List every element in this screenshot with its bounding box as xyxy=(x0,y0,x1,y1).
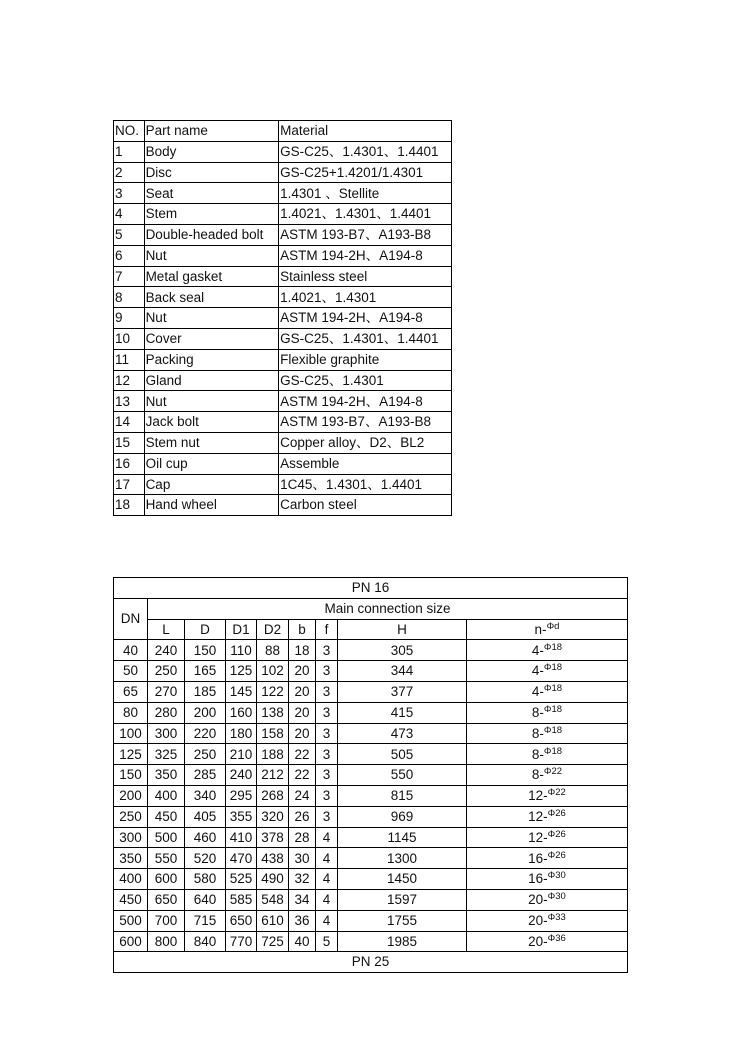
part-material-cell: GS-C25、1.4301 xyxy=(279,370,452,391)
part-no-cell: 14 xyxy=(114,412,145,433)
cell-d: 200 xyxy=(185,702,226,723)
cell-f: 4 xyxy=(316,889,338,910)
dimensions-table xyxy=(113,577,628,973)
bolt-count: 20- xyxy=(528,912,548,928)
cell-dn: 300 xyxy=(114,827,148,848)
table-row xyxy=(114,245,452,266)
part-material-cell: 1C45、1.4301、1.4401 xyxy=(279,474,452,495)
table-row xyxy=(114,744,628,765)
cell-l: 450 xyxy=(148,806,185,827)
cell-bolts xyxy=(467,723,628,744)
cell-b: 36 xyxy=(289,910,316,931)
table-row xyxy=(114,806,628,827)
part-name-cell: Oil cup xyxy=(144,453,279,474)
cell-l: 280 xyxy=(148,702,185,723)
table-row xyxy=(114,141,452,162)
cell-b: 32 xyxy=(289,869,316,890)
dims-title-row xyxy=(114,578,628,599)
cell-f: 3 xyxy=(316,640,338,661)
cell-d1: 160 xyxy=(226,702,257,723)
cell-d: 185 xyxy=(185,681,226,702)
cell-bolts xyxy=(467,661,628,682)
cell-l: 500 xyxy=(148,827,185,848)
bolt-diameter: Φ18 xyxy=(543,662,563,674)
part-no-cell: 15 xyxy=(114,432,145,453)
part-material-cell: Stainless steel xyxy=(279,266,452,287)
part-material-cell: Copper alloy、D2、BL2 xyxy=(279,432,452,453)
col-header-H: H xyxy=(338,619,467,640)
cell-b: 28 xyxy=(289,827,316,848)
cell-dn: 250 xyxy=(114,806,148,827)
cell-h: 1450 xyxy=(338,869,467,890)
bolt-diameter: Φ18 xyxy=(543,745,563,757)
table-row xyxy=(114,785,628,806)
bolt-header-sup: Φd xyxy=(546,620,560,632)
cell-d1: 585 xyxy=(226,889,257,910)
bolt-diameter: Φ26 xyxy=(547,828,566,840)
table-row xyxy=(114,681,628,702)
cell-bolts xyxy=(467,827,628,848)
cell-d1: 355 xyxy=(226,806,257,827)
part-no-cell: 3 xyxy=(114,183,145,204)
bolt-count: 20- xyxy=(528,933,548,949)
cell-d: 840 xyxy=(185,931,226,952)
cell-bolts xyxy=(467,869,628,890)
cell-d2: 725 xyxy=(257,931,289,952)
cell-d: 165 xyxy=(185,661,226,682)
cell-d2: 610 xyxy=(257,910,289,931)
cell-dn: 450 xyxy=(114,889,148,910)
bolt-header-prefix: n- xyxy=(534,621,547,637)
part-no-cell: 11 xyxy=(114,349,145,370)
cell-d2: 212 xyxy=(257,765,289,786)
cell-d: 150 xyxy=(185,640,226,661)
bolt-diameter: Φ18 xyxy=(543,703,563,715)
part-no-cell: 17 xyxy=(114,474,145,495)
cell-h: 1597 xyxy=(338,889,467,910)
cell-d: 405 xyxy=(185,806,226,827)
part-name-cell: Double-headed bolt xyxy=(144,224,279,245)
cell-bolts xyxy=(467,910,628,931)
dimensions-table-body xyxy=(114,578,628,973)
table-row xyxy=(114,370,452,391)
cell-d2: 158 xyxy=(257,723,289,744)
part-material-cell: ASTM 194-2H、A194-8 xyxy=(279,391,452,412)
cell-d1: 470 xyxy=(226,848,257,869)
parts-table xyxy=(113,120,452,516)
cell-d2: 378 xyxy=(257,827,289,848)
dims-title: PN 16 xyxy=(114,578,628,599)
col-header-b: b xyxy=(289,619,316,640)
col-header-D2: D2 xyxy=(257,619,289,640)
cell-b: 24 xyxy=(289,785,316,806)
bolt-count: 8- xyxy=(531,725,544,741)
table-row xyxy=(114,910,628,931)
cell-d: 580 xyxy=(185,869,226,890)
part-name-cell: Packing xyxy=(144,349,279,370)
bolt-diameter: Φ22 xyxy=(543,766,563,778)
part-name-cell: Body xyxy=(144,141,279,162)
bolt-count: 4- xyxy=(531,663,544,679)
table-row xyxy=(114,453,452,474)
table-row xyxy=(114,765,628,786)
col-header-D: D xyxy=(185,619,226,640)
cell-d1: 210 xyxy=(226,744,257,765)
part-no-cell: 18 xyxy=(114,495,145,516)
part-no-cell: 16 xyxy=(114,453,145,474)
cell-h: 1985 xyxy=(338,931,467,952)
cell-l: 650 xyxy=(148,889,185,910)
cell-b: 20 xyxy=(289,723,316,744)
part-name-cell: Back seal xyxy=(144,287,279,308)
bolt-diameter: Φ22 xyxy=(547,787,566,799)
cell-d: 460 xyxy=(185,827,226,848)
cell-bolts xyxy=(467,931,628,952)
cell-d1: 410 xyxy=(226,827,257,848)
cell-d: 250 xyxy=(185,744,226,765)
cell-d2: 188 xyxy=(257,744,289,765)
part-material-cell: Flexible graphite xyxy=(279,349,452,370)
cell-d: 520 xyxy=(185,848,226,869)
cell-f: 3 xyxy=(316,661,338,682)
cell-b: 20 xyxy=(289,681,316,702)
bolt-count: 8- xyxy=(531,704,544,720)
part-no-cell: 1 xyxy=(114,141,145,162)
cell-l: 800 xyxy=(148,931,185,952)
cell-b: 22 xyxy=(289,765,316,786)
part-material-cell: GS-C25+1.4201/1.4301 xyxy=(279,162,452,183)
part-material-cell: Carbon steel xyxy=(279,495,452,516)
cell-d1: 650 xyxy=(226,910,257,931)
part-name-cell: Metal gasket xyxy=(144,266,279,287)
parts-table-body xyxy=(114,121,452,516)
bolt-diameter: Φ30 xyxy=(547,891,566,903)
part-name-cell: Cover xyxy=(144,328,279,349)
part-no-cell: 13 xyxy=(114,391,145,412)
bolt-diameter: Φ26 xyxy=(547,849,566,861)
cell-h: 1300 xyxy=(338,848,467,869)
cell-d2: 320 xyxy=(257,806,289,827)
table-row xyxy=(114,287,452,308)
part-name-cell: Nut xyxy=(144,245,279,266)
cell-bolts xyxy=(467,765,628,786)
part-material-cell: ASTM 194-2H、A194-8 xyxy=(279,308,452,329)
cell-dn: 500 xyxy=(114,910,148,931)
dims-footer: PN 25 xyxy=(114,952,628,973)
table-row xyxy=(114,349,452,370)
cell-l: 270 xyxy=(148,681,185,702)
table-row xyxy=(114,495,452,516)
cell-l: 300 xyxy=(148,723,185,744)
part-no-cell: 8 xyxy=(114,287,145,308)
dims-footer-row xyxy=(114,952,628,973)
cell-l: 700 xyxy=(148,910,185,931)
cell-b: 26 xyxy=(289,806,316,827)
cell-d2: 438 xyxy=(257,848,289,869)
cell-dn: 150 xyxy=(114,765,148,786)
part-material-cell: Assemble xyxy=(279,453,452,474)
part-material-cell: 1.4021、1.4301、1.4401 xyxy=(279,204,452,225)
cell-dn: 400 xyxy=(114,869,148,890)
part-name-cell: Jack bolt xyxy=(144,412,279,433)
cell-f: 3 xyxy=(316,785,338,806)
col-header-bolts xyxy=(467,619,628,640)
part-no-cell: 2 xyxy=(114,162,145,183)
bolt-count: 12- xyxy=(528,788,548,804)
cell-d1: 125 xyxy=(226,661,257,682)
cell-bolts xyxy=(467,785,628,806)
table-row xyxy=(114,162,452,183)
cell-d1: 770 xyxy=(226,931,257,952)
col-header-f: f xyxy=(316,619,338,640)
cell-d1: 180 xyxy=(226,723,257,744)
table-row xyxy=(114,640,628,661)
table-row xyxy=(114,702,628,723)
dims-group-row xyxy=(114,598,628,619)
cell-bolts xyxy=(467,848,628,869)
cell-d: 640 xyxy=(185,889,226,910)
part-material-cell: 1.4021、1.4301 xyxy=(279,287,452,308)
cell-f: 3 xyxy=(316,744,338,765)
part-no-cell: 10 xyxy=(114,328,145,349)
dims-column-header-row xyxy=(114,619,628,640)
cell-d1: 525 xyxy=(226,869,257,890)
cell-bolts xyxy=(467,640,628,661)
table-row xyxy=(114,204,452,225)
cell-f: 3 xyxy=(316,723,338,744)
col-header-D1: D1 xyxy=(226,619,257,640)
bolt-diameter: Φ18 xyxy=(543,683,563,695)
table-row xyxy=(114,328,452,349)
header-part-name: Part name xyxy=(144,121,279,142)
cell-dn: 200 xyxy=(114,785,148,806)
part-name-cell: Stem nut xyxy=(144,432,279,453)
parts-header-row xyxy=(114,121,452,142)
cell-l: 400 xyxy=(148,785,185,806)
cell-b: 34 xyxy=(289,889,316,910)
cell-dn: 125 xyxy=(114,744,148,765)
bolt-count: 8- xyxy=(531,746,544,762)
cell-h: 377 xyxy=(338,681,467,702)
part-name-cell: Nut xyxy=(144,391,279,412)
cell-d1: 295 xyxy=(226,785,257,806)
part-no-cell: 5 xyxy=(114,224,145,245)
part-material-cell: GS-C25、1.4301、1.4401 xyxy=(279,141,452,162)
table-row xyxy=(114,723,628,744)
bolt-diameter: Φ33 xyxy=(547,911,566,923)
part-no-cell: 7 xyxy=(114,266,145,287)
cell-h: 305 xyxy=(338,640,467,661)
table-row xyxy=(114,848,628,869)
cell-f: 4 xyxy=(316,910,338,931)
cell-bolts xyxy=(467,744,628,765)
part-material-cell: ASTM 193-B7、A193-B8 xyxy=(279,412,452,433)
cell-bolts xyxy=(467,702,628,723)
cell-l: 600 xyxy=(148,869,185,890)
cell-d: 715 xyxy=(185,910,226,931)
cell-l: 325 xyxy=(148,744,185,765)
part-name-cell: Cap xyxy=(144,474,279,495)
table-row xyxy=(114,869,628,890)
cell-bolts xyxy=(467,681,628,702)
part-material-cell: ASTM 194-2H、A194-8 xyxy=(279,245,452,266)
bolt-diameter: Φ26 xyxy=(547,807,566,819)
cell-h: 505 xyxy=(338,744,467,765)
cell-d1: 240 xyxy=(226,765,257,786)
bolt-count: 12- xyxy=(528,829,548,845)
cell-dn: 80 xyxy=(114,702,148,723)
part-name-cell: Hand wheel xyxy=(144,495,279,516)
cell-f: 5 xyxy=(316,931,338,952)
bolt-diameter: Φ18 xyxy=(543,724,563,736)
cell-b: 40 xyxy=(289,931,316,952)
table-row xyxy=(114,474,452,495)
cell-f: 3 xyxy=(316,806,338,827)
cell-d2: 490 xyxy=(257,869,289,890)
cell-l: 250 xyxy=(148,661,185,682)
table-row xyxy=(114,266,452,287)
cell-b: 30 xyxy=(289,848,316,869)
cell-d1: 145 xyxy=(226,681,257,702)
cell-bolts xyxy=(467,889,628,910)
main-connection-size-header: Main connection size xyxy=(148,598,628,619)
table-row xyxy=(114,224,452,245)
table-row xyxy=(114,931,628,952)
cell-d: 220 xyxy=(185,723,226,744)
cell-bolts xyxy=(467,806,628,827)
bolt-count: 8- xyxy=(531,767,544,783)
table-row xyxy=(114,661,628,682)
cell-d: 340 xyxy=(185,785,226,806)
cell-dn: 350 xyxy=(114,848,148,869)
part-name-cell: Seat xyxy=(144,183,279,204)
table-row xyxy=(114,183,452,204)
cell-h: 815 xyxy=(338,785,467,806)
bolt-count: 4- xyxy=(531,684,544,700)
part-name-cell: Gland xyxy=(144,370,279,391)
cell-f: 3 xyxy=(316,702,338,723)
part-no-cell: 9 xyxy=(114,308,145,329)
table-row xyxy=(114,391,452,412)
cell-b: 20 xyxy=(289,702,316,723)
table-row xyxy=(114,432,452,453)
cell-d2: 102 xyxy=(257,661,289,682)
table-row xyxy=(114,827,628,848)
cell-h: 1755 xyxy=(338,910,467,931)
bolt-count: 20- xyxy=(528,892,548,908)
cell-d2: 88 xyxy=(257,640,289,661)
cell-h: 473 xyxy=(338,723,467,744)
cell-dn: 100 xyxy=(114,723,148,744)
bolt-diameter: Φ18 xyxy=(543,641,563,653)
cell-l: 550 xyxy=(148,848,185,869)
cell-dn: 40 xyxy=(114,640,148,661)
cell-f: 4 xyxy=(316,848,338,869)
cell-b: 20 xyxy=(289,661,316,682)
bolt-diameter: Φ36 xyxy=(547,932,566,944)
cell-l: 350 xyxy=(148,765,185,786)
table-row xyxy=(114,308,452,329)
part-material-cell: GS-C25、1.4301、1.4401 xyxy=(279,328,452,349)
bolt-count: 12- xyxy=(528,808,548,824)
part-name-cell: Nut xyxy=(144,308,279,329)
table-row xyxy=(114,412,452,433)
cell-dn: 50 xyxy=(114,661,148,682)
cell-d2: 138 xyxy=(257,702,289,723)
part-name-cell: Disc xyxy=(144,162,279,183)
cell-f: 3 xyxy=(316,681,338,702)
part-name-cell: Stem xyxy=(144,204,279,225)
table-row xyxy=(114,889,628,910)
cell-b: 22 xyxy=(289,744,316,765)
part-no-cell: 4 xyxy=(114,204,145,225)
part-material-cell: 1.4301 、Stellite xyxy=(279,183,452,204)
cell-dn: 65 xyxy=(114,681,148,702)
cell-d2: 268 xyxy=(257,785,289,806)
bolt-diameter: Φ30 xyxy=(547,870,566,882)
part-no-cell: 6 xyxy=(114,245,145,266)
dn-header: DN xyxy=(114,598,148,640)
col-header-L: L xyxy=(148,619,185,640)
cell-f: 4 xyxy=(316,869,338,890)
cell-l: 240 xyxy=(148,640,185,661)
bolt-count: 4- xyxy=(531,642,544,658)
header-no: NO. xyxy=(114,121,145,142)
part-no-cell: 12 xyxy=(114,370,145,391)
cell-h: 344 xyxy=(338,661,467,682)
cell-f: 4 xyxy=(316,827,338,848)
cell-d1: 110 xyxy=(226,640,257,661)
cell-h: 1145 xyxy=(338,827,467,848)
cell-dn: 600 xyxy=(114,931,148,952)
bolt-count: 16- xyxy=(528,850,548,866)
part-material-cell: ASTM 193-B7、A193-B8 xyxy=(279,224,452,245)
header-material: Material xyxy=(279,121,452,142)
cell-d2: 122 xyxy=(257,681,289,702)
cell-d2: 548 xyxy=(257,889,289,910)
cell-h: 415 xyxy=(338,702,467,723)
cell-f: 3 xyxy=(316,765,338,786)
bolt-count: 16- xyxy=(528,871,548,887)
cell-d: 285 xyxy=(185,765,226,786)
cell-h: 969 xyxy=(338,806,467,827)
cell-b: 18 xyxy=(289,640,316,661)
cell-h: 550 xyxy=(338,765,467,786)
